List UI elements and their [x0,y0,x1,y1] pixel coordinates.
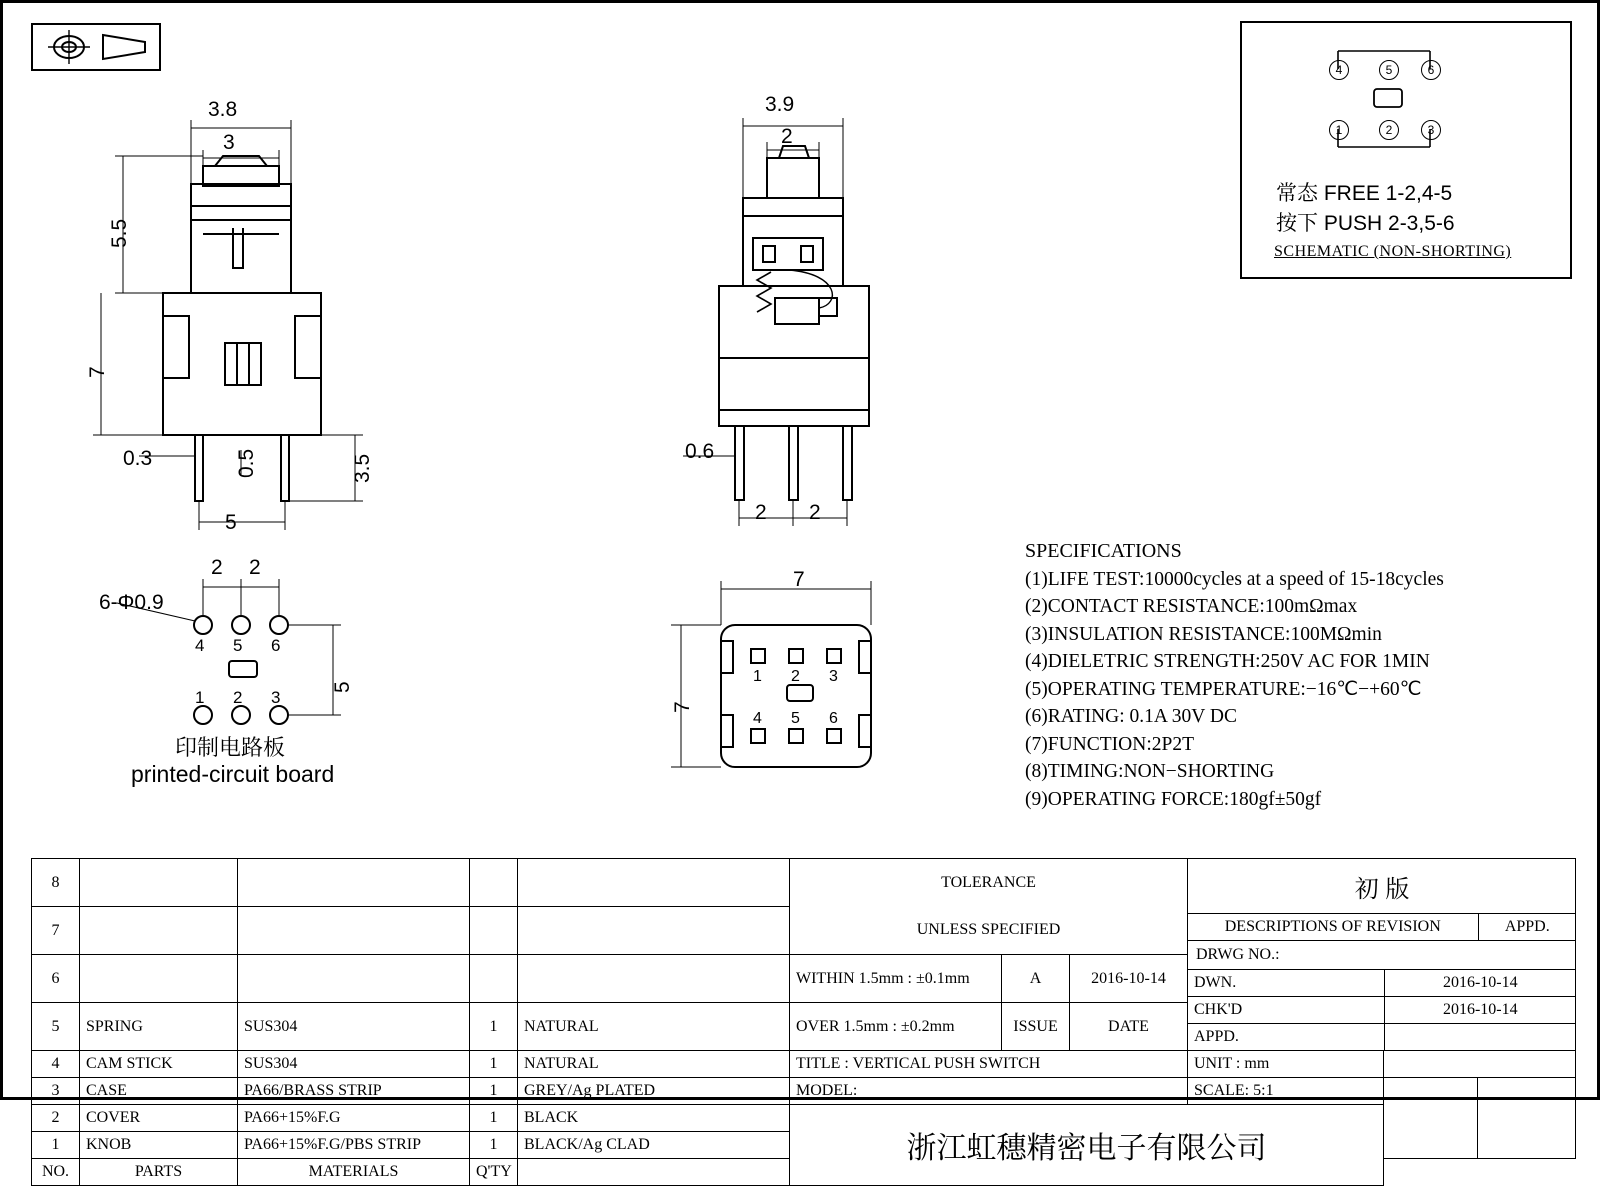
svg-text:3: 3 [271,688,281,707]
spec-item-1: (1)LIFE TEST:10000cycles at a speed of 15-18cycles [1025,568,1444,590]
spec-item-3: (3)INSULATION RESISTANCE:100MΩmin [1025,623,1382,645]
schematic-box [1240,21,1572,279]
svg-text:2: 2 [791,668,800,685]
front-dim-3_8: 3.8 [208,98,238,121]
bottom-view-drawing [643,563,963,803]
cell-no-5: 5 [32,1003,80,1051]
header-parts: PARTS [80,1159,238,1186]
drwg-no-label: DRWG NO.: [1188,941,1576,970]
cell-materials-2: PA66+15%F.G [238,1105,470,1132]
front-dim-0_3: 0.3 [123,447,153,470]
revision-header: DESCRIPTIONS OF REVISION [1188,914,1478,941]
svg-text:5: 5 [233,636,243,655]
tolerance-sub: UNLESS SPECIFIED [790,907,1188,955]
spec-item-5: (5)OPERATING TEMPERATURE:−16℃−+60℃ [1025,678,1422,700]
table-row [32,1105,1576,1132]
cell-parts-7 [80,907,238,955]
spec-item-9: (9)OPERATING FORCE:180gf±50gf [1025,788,1322,810]
pcb-hole-note: 6-Φ0.9 [99,591,164,614]
cell-parts-6 [80,955,238,1003]
cell-parts-3: CASE [80,1078,238,1105]
cell-qty-8 [470,859,518,907]
svg-text:6: 6 [271,636,281,655]
header-qty: Q'TY [470,1159,518,1186]
scale-label: SCALE: 5:1 [1188,1078,1384,1105]
pcb-caption-cn: 印制电路板 [175,735,286,760]
front-dim-7: 7 [86,366,109,378]
svg-text:5: 5 [791,710,800,727]
revision-right-block [1188,859,1576,1051]
cell-qty-1: 1 [470,1132,518,1159]
svg-text:4: 4 [753,710,762,727]
pcb-caption-en: printed-circuit board [131,761,335,787]
date-value: 2016-10-14 [1070,955,1188,1003]
header-no: NO. [32,1159,80,1186]
side-dim-2a: 2 [755,501,767,524]
cell-materials-3: PA66/BRASS STRIP [238,1078,470,1105]
cell-materials-1: PA66+15%F.G/PBS STRIP [238,1132,470,1159]
appd-spacer-right [1478,1132,1576,1159]
header-finish [518,1159,790,1186]
schematic-pin-1: 1 [1329,120,1349,140]
unit-label: UNIT : mm [1188,1051,1384,1078]
issue-value: A [1002,955,1070,1003]
schematic-pin-3: 3 [1421,120,1441,140]
side-dim-0_6: 0.6 [685,440,715,463]
cell-parts-1: KNOB [80,1132,238,1159]
cell-qty-7 [470,907,518,955]
cell-finish-1: BLACK/Ag CLAD [518,1132,790,1159]
cell-no-2: 2 [32,1105,80,1132]
pcb-dim-2a: 2 [211,556,223,579]
cell-no-8: 8 [32,859,80,907]
appd-label: APPD. [1188,1024,1384,1051]
cell-materials-5: SUS304 [238,1003,470,1051]
front-view-drawing [63,98,463,538]
cell-no-4: 4 [32,1051,80,1078]
table-row [32,859,1576,907]
date-label: DATE [1070,1003,1188,1051]
appd-spacer-left [1384,1132,1478,1159]
chkd-date: 2016-10-14 [1384,997,1576,1024]
cell-finish-2: BLACK [518,1105,790,1132]
front-dim-3: 3 [223,131,235,154]
chkd-label: CHK'D [1188,997,1384,1024]
header-materials: MATERIALS [238,1159,470,1186]
dwn-date: 2016-10-14 [1384,970,1576,997]
dwn-date-2 [1478,1078,1576,1105]
cell-qty-5: 1 [470,1003,518,1051]
specifications-heading: SPECIFICATIONS [1025,540,1182,562]
front-dim-0_5: 0.5 [235,448,258,478]
title-label: TITLE : VERTICAL PUSH SWITCH [790,1051,1188,1078]
cell-no-1: 1 [32,1132,80,1159]
footer-spacer [1384,1159,1576,1186]
schematic-pin-4: 4 [1329,60,1349,80]
title-block-table [31,858,1575,1180]
spec-item-8: (8)TIMING:NON−SHORTING [1025,761,1275,782]
svg-text:1: 1 [753,668,762,685]
cell-finish-8 [518,859,790,907]
dwn-label: DWN. [1188,970,1384,997]
cell-parts-4: CAM STICK [80,1051,238,1078]
schematic-title: SCHEMATIC (NON-SHORTING) [1274,243,1512,260]
cell-finish-3: GREY/Ag PLATED [518,1078,790,1105]
drwg-no-spacer [1384,1051,1576,1078]
appd-header: APPD. [1478,914,1576,941]
schematic-push-label: 按下 PUSH 2-3,5-6 [1276,212,1455,235]
schematic-pin-2: 2 [1379,120,1399,140]
cell-no-7: 7 [32,907,80,955]
model-label: MODEL: [790,1078,1188,1105]
svg-text:2: 2 [233,688,243,707]
tol-over: OVER 1.5mm : ±0.2mm [790,1003,1002,1051]
appd-value [1384,1024,1576,1051]
cell-finish-5: NATURAL [518,1003,790,1051]
tol-within: WITHIN 1.5mm : ±0.1mm [790,955,1002,1003]
cell-materials-6 [238,955,470,1003]
side-dim-2: 2 [781,125,793,148]
front-dim-5_5: 5.5 [108,218,131,248]
cell-qty-2: 1 [470,1105,518,1132]
cell-parts-8 [80,859,238,907]
issue-label: ISSUE [1002,1003,1070,1051]
cell-qty-6 [470,955,518,1003]
cell-no-6: 6 [32,955,80,1003]
side-dim-3_9: 3.9 [765,93,795,116]
cell-materials-7 [238,907,470,955]
front-dim-3_5: 3.5 [351,453,374,483]
company-name: 浙江虹穗精密电子有限公司 [790,1105,1384,1186]
cell-finish-7 [518,907,790,955]
chkd-spacer-left [1384,1105,1478,1132]
spec-item-6: (6)RATING: 0.1A 30V DC [1025,706,1237,727]
cell-materials-8 [238,859,470,907]
cell-materials-4: SUS304 [238,1051,470,1078]
cell-qty-3: 1 [470,1078,518,1105]
bottom-dim-7-left: 7 [671,701,694,713]
chkd-spacer-right [1478,1105,1576,1132]
table-row [32,1051,1576,1078]
spec-item-7: (7)FUNCTION:2P2T [1025,733,1194,755]
first-angle-projection-icon [33,25,159,69]
front-dim-5: 5 [225,511,237,534]
cell-no-3: 3 [32,1078,80,1105]
schematic-free-label: 常态 FREE 1-2,4-5 [1276,182,1453,205]
pcb-dim-2b: 2 [249,556,261,579]
specifications-block [1025,538,1600,813]
cell-parts-2: COVER [80,1105,238,1132]
cell-finish-6 [518,955,790,1003]
cell-finish-4: NATURAL [518,1051,790,1078]
schematic-pin-6: 6 [1421,60,1441,80]
spec-item-4: (4)DIELETRIC STRENGTH:250V AC FOR 1MIN [1025,651,1430,672]
svg-text:4: 4 [195,636,205,655]
svg-text:3: 3 [829,668,838,685]
side-dim-2b: 2 [809,501,821,524]
schematic-pin-5: 5 [1379,60,1399,80]
projection-symbol-box [31,23,161,71]
pcb-dim-5: 5 [331,681,354,693]
dwn-label-2 [1384,1078,1478,1105]
bottom-dim-7-top: 7 [793,568,805,591]
cell-qty-4: 1 [470,1051,518,1078]
tolerance-title: TOLERANCE [790,859,1188,907]
table-row [32,1078,1576,1105]
spec-item-2: (2)CONTACT RESISTANCE:100mΩmax [1025,596,1358,617]
schematic-diagram [1250,29,1566,169]
revision-desc: 初 版 [1188,859,1576,914]
svg-text:6: 6 [829,710,838,727]
cell-parts-5: SPRING [80,1003,238,1051]
svg-text:1: 1 [195,688,205,707]
